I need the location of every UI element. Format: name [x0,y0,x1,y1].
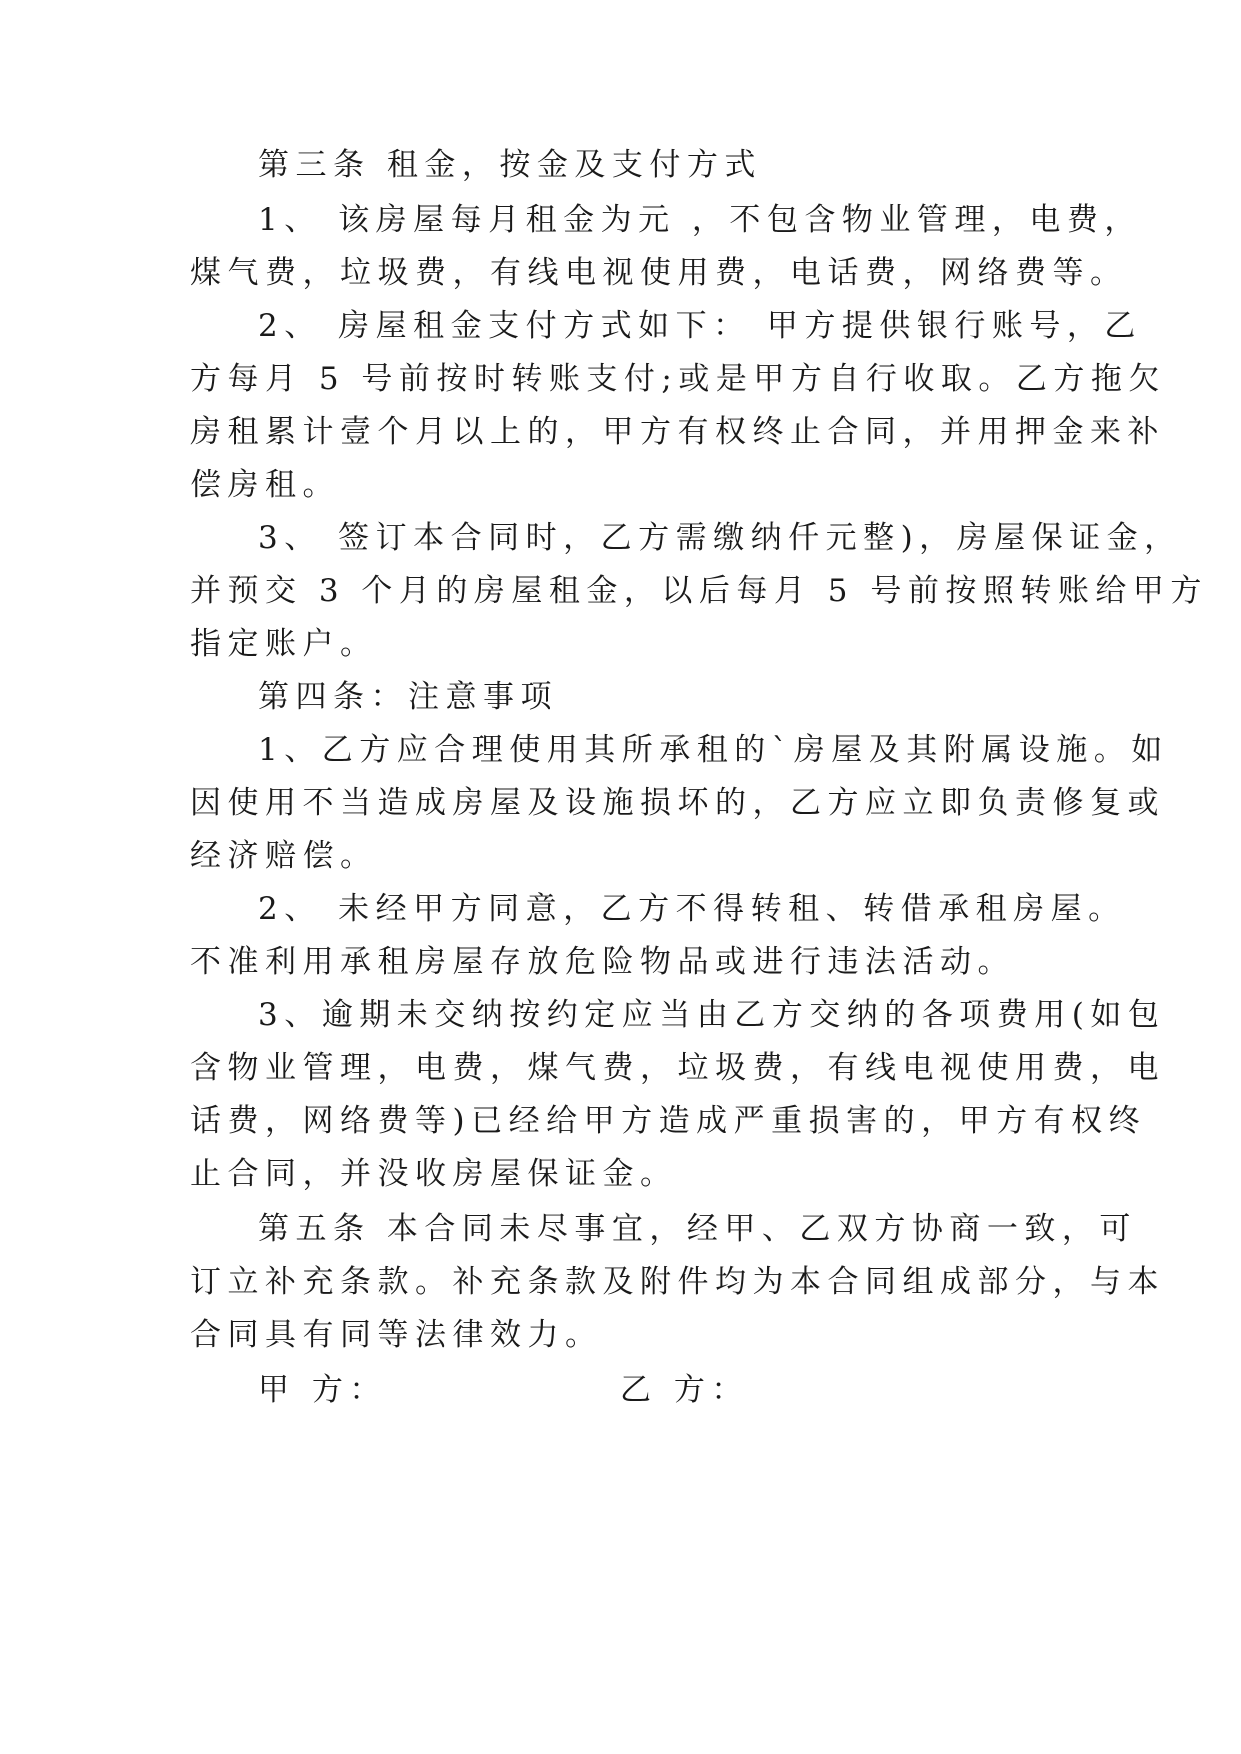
paragraph-line: 指定账户。 [190,626,378,662]
paragraph-line: 3、 签订本合同时，乙方需缴纳仟元整)，房屋保证金， [258,520,1182,556]
article-3-heading: 第三条 租金，按金及支付方式 [258,147,762,183]
paragraph-line: 合同具有同等法律效力。 [190,1317,603,1353]
article-5-line: 第五条 本合同未尽事宜，经甲、乙双方协商一致，可 [258,1211,1137,1247]
paragraph-line: 偿房租。 [190,467,340,503]
paragraph-line: 订立补充条款。补充条款及附件均为本合同组成部分，与本 [190,1264,1165,1300]
party-b-signature-label: 乙 方： [620,1372,749,1408]
article-4-heading: 第四条：注意事项 [258,679,558,715]
paragraph-line: 并预交 3 个月的房屋租金，以后每月 5 号前按照转账给甲方 [190,573,1208,609]
paragraph-line: 3、逾期未交纳按约定应当由乙方交纳的各项费用(如包 [258,997,1166,1033]
paragraph-line: 方每月 5 号前按时转账支付;或是甲方自行收取。乙方拖欠 [190,361,1166,397]
paragraph-line: 1、乙方应合理使用其所承租的`房屋及其附属设施。如 [258,732,1169,768]
paragraph-line: 经济赔偿。 [190,838,378,874]
paragraph-line: 房租累计壹个月以上的，甲方有权终止合同，并用押金来补 [190,414,1165,450]
party-a-signature-label: 甲 方： [258,1372,387,1408]
paragraph-line: 1、 该房屋每月租金为元 ，不包含物业管理，电费， [258,202,1142,238]
paragraph-line: 话费，网络费等)已经给甲方造成严重损害的，甲方有权终 [190,1103,1147,1139]
paragraph-line: 止合同，并没收房屋保证金。 [190,1156,678,1192]
paragraph-line: 不准利用承租房屋存放危险物品或进行违法活动。 [190,944,1015,980]
paragraph-line: 2、 未经甲方同意，乙方不得转租、转借承租房屋。 [258,891,1126,927]
paragraph-line: 因使用不当造成房屋及设施损坏的，乙方应立即负责修复或 [190,785,1165,821]
paragraph-line: 煤气费，垃圾费，有线电视使用费，电话费，网络费等。 [190,255,1128,291]
paragraph-line: 含物业管理，电费，煤气费，垃圾费，有线电视使用费，电 [190,1050,1165,1086]
paragraph-line: 2、 房屋租金支付方式如下： 甲方提供银行账号，乙 [258,308,1142,344]
